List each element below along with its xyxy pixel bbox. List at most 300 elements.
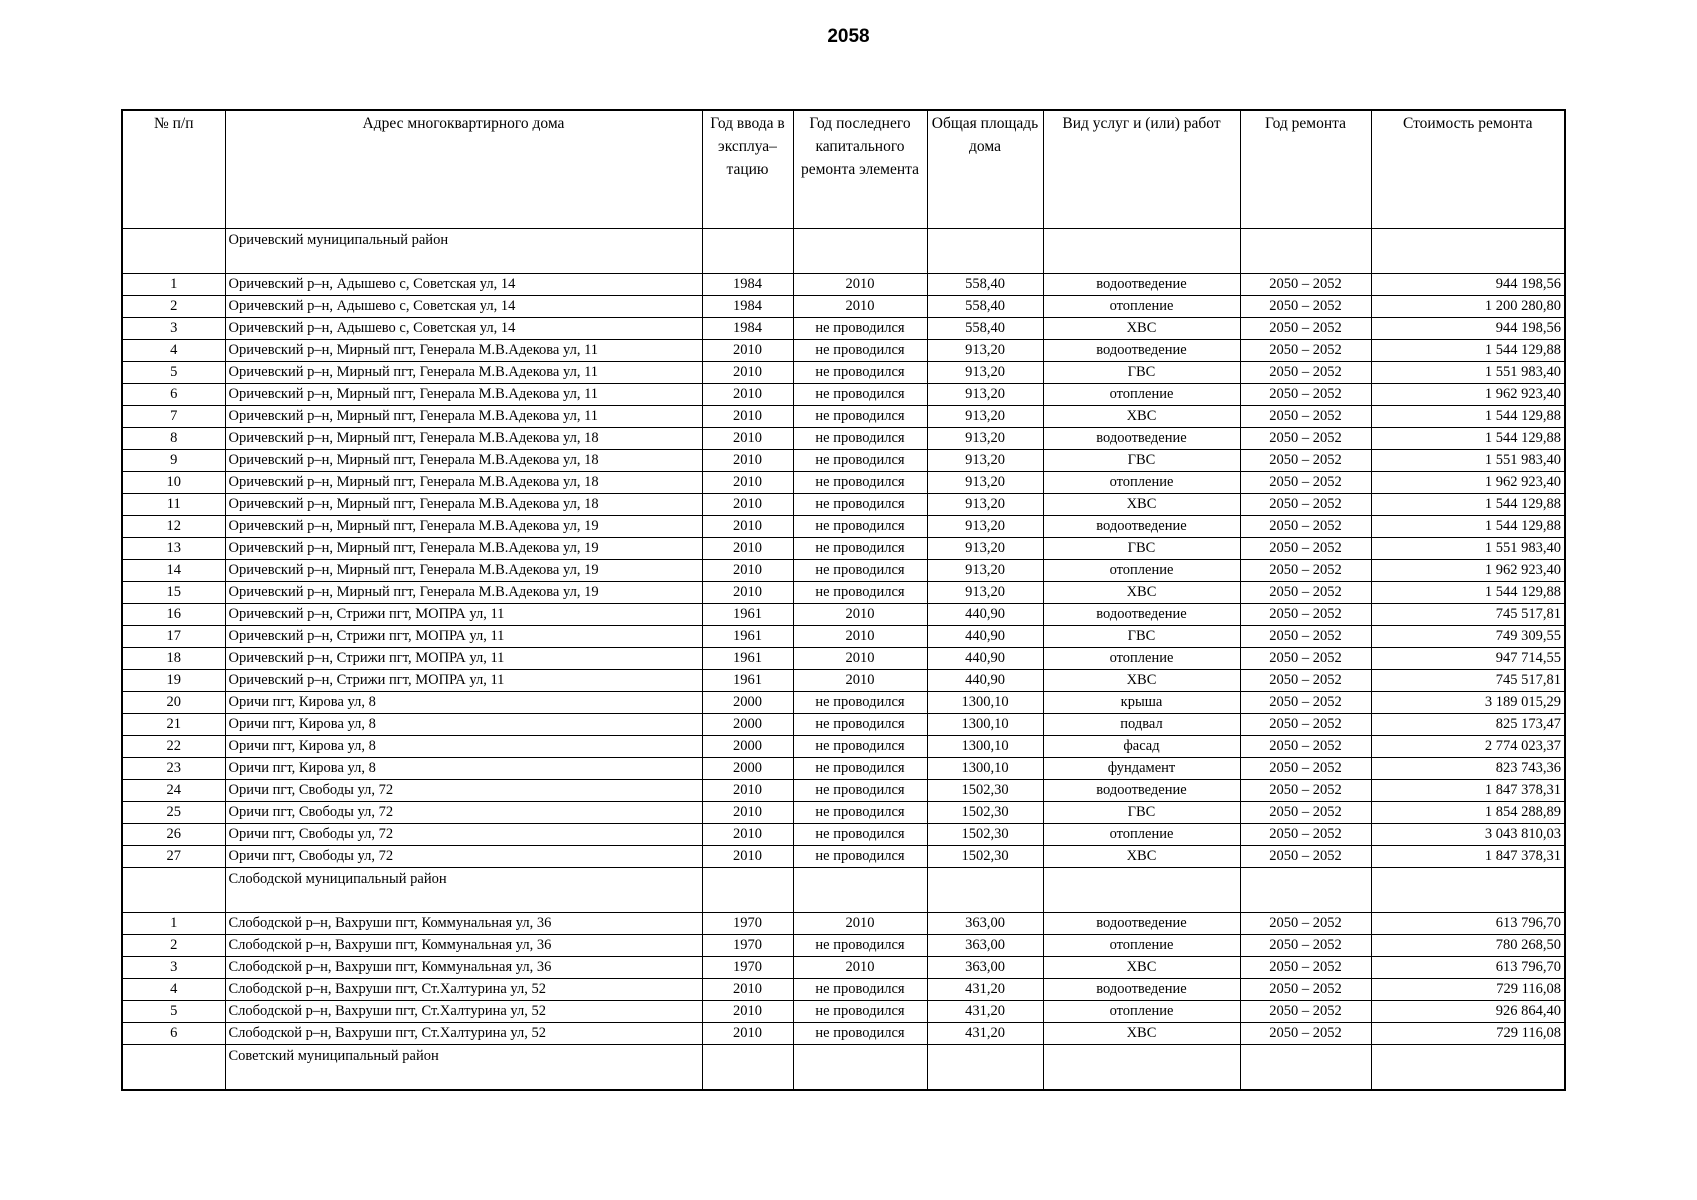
cell-address: Оричевский р–н, Стрижи пгт, МОПРА ул, 11 — [225, 604, 702, 626]
cell-cost: 1 847 378,31 — [1371, 846, 1565, 868]
header-row — [122, 110, 1565, 229]
cell-repair-year: 2050 – 2052 — [1240, 340, 1371, 362]
cell-address: Оричевский р–н, Адышево с, Советская ул, 14 — [225, 318, 702, 340]
cell-year-built: 2010 — [702, 846, 793, 868]
cell-last-repair: 2010 — [793, 670, 927, 692]
cell-service: водоотведение — [1043, 780, 1240, 802]
cell-repair-year: 2050 – 2052 — [1240, 362, 1371, 384]
cell-area: 913,20 — [927, 538, 1043, 560]
cell-repair-year: 2050 – 2052 — [1240, 714, 1371, 736]
cell-last-repair: не проводился — [793, 780, 927, 802]
cell-repair-year: 2050 – 2052 — [1240, 979, 1371, 1001]
cell-address: Слободской р–н, Вахруши пгт, Ст.Халтурина ул, 52 — [225, 1001, 702, 1023]
table-row — [122, 648, 1565, 670]
table-row — [122, 1023, 1565, 1045]
table-row — [122, 340, 1565, 362]
cell-service: ГВС — [1043, 450, 1240, 472]
section-row — [122, 1045, 1565, 1091]
cell-repair-year: 2050 – 2052 — [1240, 1001, 1371, 1023]
cell-area: 913,20 — [927, 472, 1043, 494]
section-empty-cell — [702, 868, 793, 913]
cell-address: Оричевский р–н, Мирный пгт, Генерала М.В.Адекова ул, 18 — [225, 472, 702, 494]
section-empty-cell — [793, 1045, 927, 1091]
cell-area: 440,90 — [927, 648, 1043, 670]
cell-area: 913,20 — [927, 450, 1043, 472]
cell-address: Оричи пгт, Свободы ул, 72 — [225, 846, 702, 868]
cell-area: 913,20 — [927, 516, 1043, 538]
cell-num: 6 — [122, 384, 225, 406]
cell-service: водоотведение — [1043, 428, 1240, 450]
table-row — [122, 957, 1565, 979]
cell-num: 3 — [122, 957, 225, 979]
cell-last-repair: не проводился — [793, 560, 927, 582]
cell-area: 1300,10 — [927, 692, 1043, 714]
cell-year-built: 2010 — [702, 494, 793, 516]
cell-num: 6 — [122, 1023, 225, 1045]
cell-cost: 1 544 129,88 — [1371, 340, 1565, 362]
cell-cost: 1 962 923,40 — [1371, 472, 1565, 494]
section-empty-cell — [1371, 1045, 1565, 1091]
cell-repair-year: 2050 – 2052 — [1240, 406, 1371, 428]
cell-area: 1300,10 — [927, 758, 1043, 780]
cell-last-repair: не проводился — [793, 714, 927, 736]
cell-area: 913,20 — [927, 582, 1043, 604]
cell-year-built: 2010 — [702, 516, 793, 538]
header-last-repair: Год последнего капитального ремонта элемента — [793, 110, 927, 229]
cell-service: водоотведение — [1043, 274, 1240, 296]
section-empty-cell — [1371, 868, 1565, 913]
cell-year-built: 1970 — [702, 935, 793, 957]
cell-area: 431,20 — [927, 1023, 1043, 1045]
cell-area: 440,90 — [927, 670, 1043, 692]
cell-year-built: 2010 — [702, 340, 793, 362]
cell-repair-year: 2050 – 2052 — [1240, 318, 1371, 340]
cell-service: ГВС — [1043, 626, 1240, 648]
table-row — [122, 935, 1565, 957]
cell-num: 1 — [122, 913, 225, 935]
cell-num: 18 — [122, 648, 225, 670]
cell-year-built: 1970 — [702, 913, 793, 935]
cell-year-built: 2010 — [702, 979, 793, 1001]
cell-repair-year: 2050 – 2052 — [1240, 428, 1371, 450]
table-row — [122, 296, 1565, 318]
cell-address: Слободской р–н, Вахруши пгт, Коммунальная ул, 36 — [225, 913, 702, 935]
cell-num: 5 — [122, 362, 225, 384]
cell-cost: 1 544 129,88 — [1371, 494, 1565, 516]
cell-service: ГВС — [1043, 802, 1240, 824]
cell-service: ХВС — [1043, 846, 1240, 868]
cell-num: 15 — [122, 582, 225, 604]
cell-last-repair: 2010 — [793, 913, 927, 935]
cell-repair-year: 2050 – 2052 — [1240, 450, 1371, 472]
cell-repair-year: 2050 – 2052 — [1240, 692, 1371, 714]
cell-cost: 729 116,08 — [1371, 979, 1565, 1001]
cell-num: 26 — [122, 824, 225, 846]
cell-cost: 613 796,70 — [1371, 913, 1565, 935]
cell-cost: 1 962 923,40 — [1371, 384, 1565, 406]
cell-repair-year: 2050 – 2052 — [1240, 780, 1371, 802]
table-row — [122, 604, 1565, 626]
cell-num: 14 — [122, 560, 225, 582]
cell-num: 5 — [122, 1001, 225, 1023]
cell-service: отопление — [1043, 560, 1240, 582]
cell-num: 2 — [122, 296, 225, 318]
table-row — [122, 846, 1565, 868]
cell-area: 558,40 — [927, 296, 1043, 318]
cell-num: 7 — [122, 406, 225, 428]
cell-repair-year: 2050 – 2052 — [1240, 648, 1371, 670]
cell-area: 913,20 — [927, 560, 1043, 582]
cell-service: водоотведение — [1043, 913, 1240, 935]
cell-num: 4 — [122, 979, 225, 1001]
cell-last-repair: не проводился — [793, 538, 927, 560]
cell-year-built: 2010 — [702, 780, 793, 802]
cell-last-repair: не проводился — [793, 824, 927, 846]
cell-cost: 1 962 923,40 — [1371, 560, 1565, 582]
cell-num: 23 — [122, 758, 225, 780]
section-empty-cell — [122, 1045, 225, 1091]
cell-service: ХВС — [1043, 318, 1240, 340]
cell-cost: 1 544 129,88 — [1371, 516, 1565, 538]
cell-num: 2 — [122, 935, 225, 957]
header-area: Общая площадь дома — [927, 110, 1043, 229]
cell-year-built: 2000 — [702, 692, 793, 714]
cell-area: 363,00 — [927, 957, 1043, 979]
cell-repair-year: 2050 – 2052 — [1240, 516, 1371, 538]
cell-cost: 1 544 129,88 — [1371, 582, 1565, 604]
cell-cost: 745 517,81 — [1371, 604, 1565, 626]
cell-cost: 2 774 023,37 — [1371, 736, 1565, 758]
table-row — [122, 758, 1565, 780]
cell-year-built: 2010 — [702, 406, 793, 428]
header-repair-year: Год ремонта — [1240, 110, 1371, 229]
cell-num: 24 — [122, 780, 225, 802]
cell-year-built: 2010 — [702, 472, 793, 494]
cell-cost: 1 847 378,31 — [1371, 780, 1565, 802]
cell-last-repair: не проводился — [793, 340, 927, 362]
cell-last-repair: не проводился — [793, 494, 927, 516]
cell-cost: 825 173,47 — [1371, 714, 1565, 736]
cell-last-repair: 2010 — [793, 957, 927, 979]
cell-year-built: 1984 — [702, 318, 793, 340]
cell-num: 13 — [122, 538, 225, 560]
cell-last-repair: не проводился — [793, 935, 927, 957]
cell-address: Оричевский р–н, Мирный пгт, Генерала М.В.Адекова ул, 11 — [225, 406, 702, 428]
cell-year-built: 2010 — [702, 450, 793, 472]
section-row — [122, 868, 1565, 913]
cell-service: водоотведение — [1043, 604, 1240, 626]
cell-address: Оричевский р–н, Мирный пгт, Генерала М.В.Адекова ул, 19 — [225, 516, 702, 538]
cell-address: Оричевский р–н, Мирный пгт, Генерала М.В.Адекова ул, 18 — [225, 494, 702, 516]
cell-repair-year: 2050 – 2052 — [1240, 824, 1371, 846]
cell-address: Оричи пгт, Свободы ул, 72 — [225, 780, 702, 802]
cell-year-built: 2000 — [702, 714, 793, 736]
cell-area: 431,20 — [927, 1001, 1043, 1023]
cell-service: ГВС — [1043, 538, 1240, 560]
table-row — [122, 494, 1565, 516]
cell-cost: 3 189 015,29 — [1371, 692, 1565, 714]
cell-num: 11 — [122, 494, 225, 516]
table-row — [122, 979, 1565, 1001]
cell-num: 17 — [122, 626, 225, 648]
cell-last-repair: не проводился — [793, 1023, 927, 1045]
cell-area: 558,40 — [927, 318, 1043, 340]
cell-address: Слободской р–н, Вахруши пгт, Коммунальная ул, 36 — [225, 957, 702, 979]
cell-area: 431,20 — [927, 979, 1043, 1001]
table-row — [122, 318, 1565, 340]
cell-year-built: 2010 — [702, 582, 793, 604]
cell-area: 1300,10 — [927, 736, 1043, 758]
cell-num: 10 — [122, 472, 225, 494]
cell-cost: 926 864,40 — [1371, 1001, 1565, 1023]
table-body — [122, 229, 1565, 1091]
cell-last-repair: не проводился — [793, 516, 927, 538]
cell-repair-year: 2050 – 2052 — [1240, 538, 1371, 560]
cell-address: Оричи пгт, Свободы ул, 72 — [225, 802, 702, 824]
cell-year-built: 2000 — [702, 758, 793, 780]
cell-repair-year: 2050 – 2052 — [1240, 935, 1371, 957]
cell-service: водоотведение — [1043, 516, 1240, 538]
table-row — [122, 670, 1565, 692]
cell-year-built: 1984 — [702, 274, 793, 296]
section-row — [122, 229, 1565, 274]
section-empty-cell — [927, 1045, 1043, 1091]
section-empty-cell — [1371, 229, 1565, 274]
section-empty-cell — [793, 229, 927, 274]
cell-address: Слободской р–н, Вахруши пгт, Коммунальная ул, 36 — [225, 935, 702, 957]
cell-address: Оричевский р–н, Адышево с, Советская ул, 14 — [225, 296, 702, 318]
cell-repair-year: 2050 – 2052 — [1240, 560, 1371, 582]
cell-repair-year: 2050 – 2052 — [1240, 957, 1371, 979]
cell-last-repair: 2010 — [793, 296, 927, 318]
cell-num: 4 — [122, 340, 225, 362]
cell-year-built: 2010 — [702, 1001, 793, 1023]
cell-cost: 823 743,36 — [1371, 758, 1565, 780]
cell-area: 1502,30 — [927, 824, 1043, 846]
cell-year-built: 1961 — [702, 670, 793, 692]
cell-year-built: 2010 — [702, 538, 793, 560]
cell-year-built: 2010 — [702, 428, 793, 450]
table-row — [122, 450, 1565, 472]
section-empty-cell — [702, 229, 793, 274]
cell-address: Оричи пгт, Кирова ул, 8 — [225, 692, 702, 714]
cell-cost: 745 517,81 — [1371, 670, 1565, 692]
cell-area: 913,20 — [927, 494, 1043, 516]
cell-last-repair: не проводился — [793, 692, 927, 714]
cell-repair-year: 2050 – 2052 — [1240, 626, 1371, 648]
cell-num: 1 — [122, 274, 225, 296]
header-year-built: Год ввода в эксплуа–тацию — [702, 110, 793, 229]
cell-address: Оричевский р–н, Стрижи пгт, МОПРА ул, 11 — [225, 670, 702, 692]
cell-last-repair: не проводился — [793, 406, 927, 428]
cell-address: Оричевский р–н, Мирный пгт, Генерала М.В.Адекова ул, 19 — [225, 560, 702, 582]
table-header — [122, 110, 1565, 229]
table-row — [122, 362, 1565, 384]
cell-address: Оричевский р–н, Мирный пгт, Генерала М.В.Адекова ул, 11 — [225, 362, 702, 384]
table-row — [122, 1001, 1565, 1023]
cell-num: 8 — [122, 428, 225, 450]
cell-address: Оричевский р–н, Мирный пгт, Генерала М.В.Адекова ул, 11 — [225, 384, 702, 406]
cell-repair-year: 2050 – 2052 — [1240, 802, 1371, 824]
cell-cost: 944 198,56 — [1371, 318, 1565, 340]
cell-last-repair: 2010 — [793, 648, 927, 670]
cell-last-repair: не проводился — [793, 979, 927, 1001]
cell-service: ХВС — [1043, 582, 1240, 604]
table-row — [122, 736, 1565, 758]
cell-year-built: 2010 — [702, 802, 793, 824]
table-row — [122, 802, 1565, 824]
cell-area: 913,20 — [927, 384, 1043, 406]
header-cost: Стоимость ремонта — [1371, 110, 1565, 229]
cell-num: 9 — [122, 450, 225, 472]
cell-service: ХВС — [1043, 957, 1240, 979]
cell-cost: 1 544 129,88 — [1371, 406, 1565, 428]
section-empty-cell — [1240, 868, 1371, 913]
cell-last-repair: 2010 — [793, 604, 927, 626]
cell-cost: 780 268,50 — [1371, 935, 1565, 957]
section-empty-cell — [122, 229, 225, 274]
cell-area: 913,20 — [927, 406, 1043, 428]
header-service: Вид услуг и (или) работ — [1043, 110, 1240, 229]
cell-year-built: 2010 — [702, 824, 793, 846]
cell-service: водоотведение — [1043, 979, 1240, 1001]
page-number: 2058 — [827, 26, 870, 47]
cell-repair-year: 2050 – 2052 — [1240, 736, 1371, 758]
cell-last-repair: 2010 — [793, 274, 927, 296]
cell-cost: 947 714,55 — [1371, 648, 1565, 670]
cell-cost: 613 796,70 — [1371, 957, 1565, 979]
cell-last-repair: не проводился — [793, 846, 927, 868]
section-empty-cell — [1240, 229, 1371, 274]
cell-service: крыша — [1043, 692, 1240, 714]
cell-num: 20 — [122, 692, 225, 714]
cell-num: 22 — [122, 736, 225, 758]
cell-address: Оричи пгт, Кирова ул, 8 — [225, 736, 702, 758]
cell-last-repair: не проводился — [793, 758, 927, 780]
cell-area: 558,40 — [927, 274, 1043, 296]
cell-service: ХВС — [1043, 406, 1240, 428]
cell-num: 25 — [122, 802, 225, 824]
cell-area: 913,20 — [927, 340, 1043, 362]
cell-area: 363,00 — [927, 913, 1043, 935]
cell-cost: 1 544 129,88 — [1371, 428, 1565, 450]
cell-last-repair: не проводился — [793, 582, 927, 604]
cell-address: Оричевский р–н, Мирный пгт, Генерала М.В.Адекова ул, 18 — [225, 428, 702, 450]
cell-service: подвал — [1043, 714, 1240, 736]
cell-service: ХВС — [1043, 670, 1240, 692]
section-empty-cell — [1240, 1045, 1371, 1091]
cell-year-built: 1961 — [702, 648, 793, 670]
cell-year-built: 2010 — [702, 384, 793, 406]
cell-address: Оричевский р–н, Стрижи пгт, МОПРА ул, 11 — [225, 648, 702, 670]
cell-cost: 944 198,56 — [1371, 274, 1565, 296]
cell-year-built: 1961 — [702, 604, 793, 626]
cell-year-built: 1970 — [702, 957, 793, 979]
cell-year-built: 2010 — [702, 560, 793, 582]
section-empty-cell — [1043, 229, 1240, 274]
table-row — [122, 538, 1565, 560]
cell-last-repair: не проводился — [793, 472, 927, 494]
section-title: Слободской муниципальный район — [225, 868, 702, 913]
cell-repair-year: 2050 – 2052 — [1240, 604, 1371, 626]
table-row — [122, 472, 1565, 494]
table-row — [122, 582, 1565, 604]
table-row — [122, 384, 1565, 406]
cell-service: отопление — [1043, 472, 1240, 494]
cell-last-repair: 2010 — [793, 626, 927, 648]
cell-num: 16 — [122, 604, 225, 626]
cell-num: 27 — [122, 846, 225, 868]
cell-address: Слободской р–н, Вахруши пгт, Ст.Халтурина ул, 52 — [225, 1023, 702, 1045]
section-title: Советский муниципальный район — [225, 1045, 702, 1091]
cell-num: 12 — [122, 516, 225, 538]
header-address: Адрес многоквартирного дома — [225, 110, 702, 229]
cell-year-built: 1961 — [702, 626, 793, 648]
section-empty-cell — [927, 229, 1043, 274]
cell-repair-year: 2050 – 2052 — [1240, 296, 1371, 318]
cell-address: Оричевский р–н, Мирный пгт, Генерала М.В.Адекова ул, 11 — [225, 340, 702, 362]
table-row — [122, 692, 1565, 714]
header-num: № п/п — [122, 110, 225, 229]
table-row — [122, 714, 1565, 736]
cell-repair-year: 2050 – 2052 — [1240, 913, 1371, 935]
cell-service: отопление — [1043, 824, 1240, 846]
cell-service: отопление — [1043, 384, 1240, 406]
cell-area: 1502,30 — [927, 846, 1043, 868]
cell-repair-year: 2050 – 2052 — [1240, 274, 1371, 296]
cell-cost: 749 309,55 — [1371, 626, 1565, 648]
cell-last-repair: не проводился — [793, 428, 927, 450]
cell-area: 363,00 — [927, 935, 1043, 957]
cell-repair-year: 2050 – 2052 — [1240, 582, 1371, 604]
cell-cost: 1 551 983,40 — [1371, 450, 1565, 472]
cell-address: Оричи пгт, Кирова ул, 8 — [225, 714, 702, 736]
cell-address: Оричевский р–н, Мирный пгт, Генерала М.В.Адекова ул, 19 — [225, 538, 702, 560]
table-row — [122, 913, 1565, 935]
section-empty-cell — [1043, 868, 1240, 913]
cell-repair-year: 2050 – 2052 — [1240, 1023, 1371, 1045]
section-title: Оричевский муниципальный район — [225, 229, 702, 274]
cell-last-repair: не проводился — [793, 802, 927, 824]
cell-address: Оричевский р–н, Стрижи пгт, МОПРА ул, 11 — [225, 626, 702, 648]
cell-address: Оричи пгт, Свободы ул, 72 — [225, 824, 702, 846]
cell-area: 913,20 — [927, 428, 1043, 450]
cell-num: 19 — [122, 670, 225, 692]
table-row — [122, 516, 1565, 538]
cell-num: 3 — [122, 318, 225, 340]
cell-address: Оричи пгт, Кирова ул, 8 — [225, 758, 702, 780]
cell-address: Оричевский р–н, Мирный пгт, Генерала М.В.Адекова ул, 18 — [225, 450, 702, 472]
cell-service: отопление — [1043, 648, 1240, 670]
section-empty-cell — [1043, 1045, 1240, 1091]
cell-service: отопление — [1043, 1001, 1240, 1023]
cell-service: ХВС — [1043, 494, 1240, 516]
cell-last-repair: не проводился — [793, 362, 927, 384]
cell-repair-year: 2050 – 2052 — [1240, 670, 1371, 692]
table-row — [122, 626, 1565, 648]
cell-area: 440,90 — [927, 604, 1043, 626]
section-empty-cell — [927, 868, 1043, 913]
section-empty-cell — [702, 1045, 793, 1091]
cell-service: ГВС — [1043, 362, 1240, 384]
cell-area: 1502,30 — [927, 802, 1043, 824]
cell-service: фасад — [1043, 736, 1240, 758]
cell-cost: 729 116,08 — [1371, 1023, 1565, 1045]
cell-last-repair: не проводился — [793, 450, 927, 472]
cell-repair-year: 2050 – 2052 — [1240, 472, 1371, 494]
cell-cost: 1 551 983,40 — [1371, 538, 1565, 560]
cell-address: Оричевский р–н, Мирный пгт, Генерала М.В.Адекова ул, 19 — [225, 582, 702, 604]
